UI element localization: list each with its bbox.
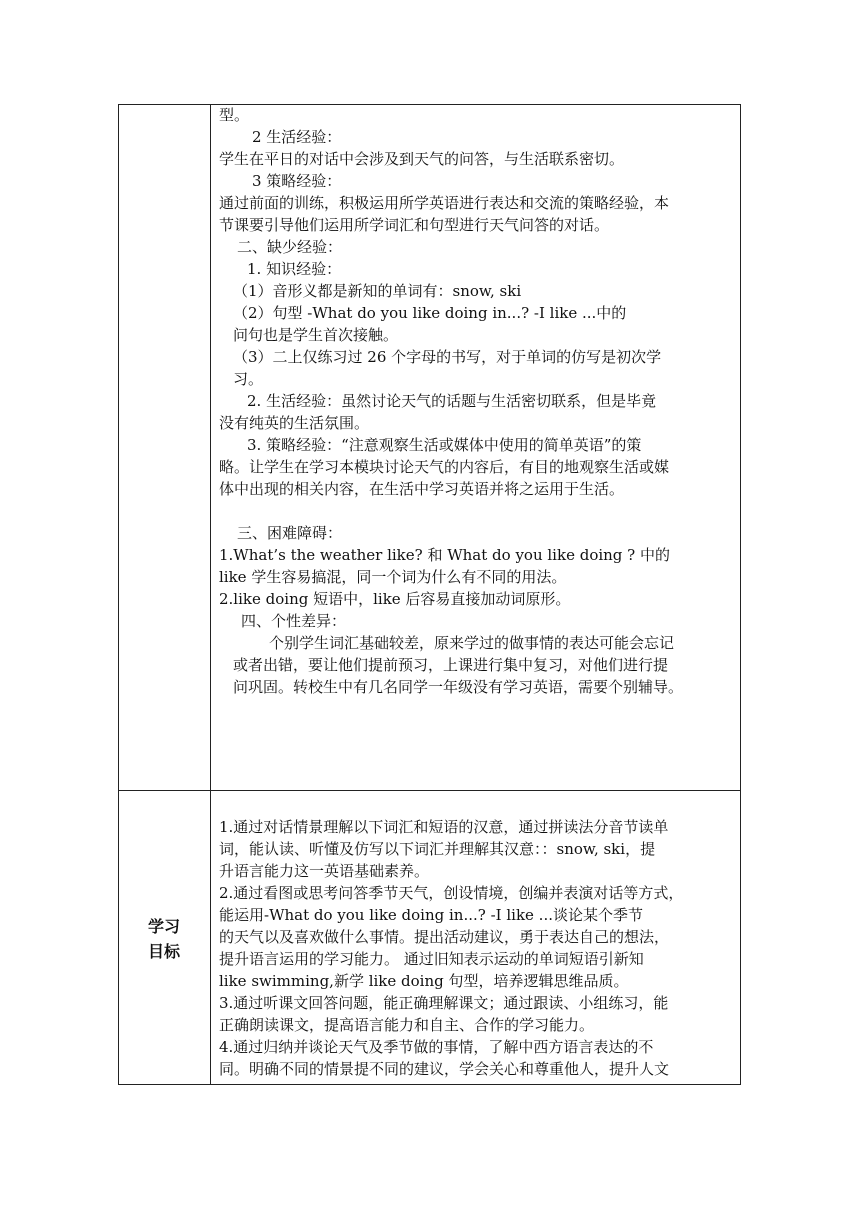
text-line: 二、缺少经验： [237, 238, 343, 256]
text-line: 2 生活经验： [252, 128, 342, 146]
text-line: 学生在平日的对话中会涉及到天气的问答，与生活联系密切。 [219, 150, 625, 168]
text-line: 词，能认读、听懂及仿写以下词汇并理解其汉意：：snow, ski，提 [219, 840, 656, 858]
text-line: 正确朗读课文，提高语言能力和自主、合作的学习能力。 [219, 1016, 595, 1034]
text-line: 2.通过看图或思考问答季节天气，创设情境，创编并表演对话等方式， [219, 884, 684, 902]
row-divider [118, 790, 741, 791]
text-line: 3. 策略经验：“注意观察生活或媒体中使用的简单英语”的策 [247, 436, 642, 454]
text-line: like 学生容易搞混，同一个词为什么有不同的用法。 [219, 568, 567, 586]
text-line: 没有纯英的生活氛围。 [219, 414, 370, 432]
text-line: 4.通过归纳并谈论天气及季节做的事情，了解中西方语言表达的不 [219, 1038, 654, 1056]
text-line: 能运用-What do you like doing in...? -I like ...谈论某个季节 [219, 906, 643, 924]
text-line: like swimming,新学 like doing 句型，培养逻辑思维品质。 [219, 972, 629, 990]
text-line: 2.like doing 短语中，like 后容易直接加动词原形。 [219, 590, 571, 608]
learning-analysis-cell [219, 104, 735, 698]
text-line: 提升语言运用的学习能力。 通过旧知表示运动的单词短语引新知 [219, 950, 644, 968]
text-line: 通过前面的训练，积极运用所学英语进行表达和交流的策略经验，本 [219, 194, 670, 212]
text-line: 同。明确不同的情景提不同的建议，学会关心和尊重他人，提升人文 [219, 1060, 670, 1078]
learning-goals-cell [219, 816, 735, 1080]
text-line: （2）句型 -What do you like doing in...? -I like ...中的 [233, 304, 627, 322]
text-line: 2. 生活经验：虽然讨论天气的话题与生活密切联系，但是毕竟 [247, 392, 657, 410]
text-line: 问句也是学生首次接触。 [233, 326, 399, 344]
column-divider [210, 104, 211, 1085]
text-line: 3 策略经验： [252, 172, 342, 190]
text-line: 略。让学生在学习本模块讨论天气的内容后，有目的地观察生活或媒 [219, 458, 670, 476]
text-line: （3）二上仅练习过 26 个字母的书写，对于单词的仿写是初次学 [233, 348, 662, 366]
text-line: 1.What’s the weather like? 和 What do you like doing ? 中的 [219, 546, 670, 564]
learning-goals-label [118, 914, 210, 964]
text-line: 升语言能力这一英语基础素养。 [219, 862, 430, 880]
text-line: 节课要引导他们运用所学词汇和句型进行天气问答的对话。 [219, 216, 610, 234]
text-line: 型。 [219, 106, 250, 124]
text-line: 体中出现的相关内容，在生活中学习英语并将之运用于生活。 [219, 480, 625, 498]
text-line: 的天气以及喜欢做什么事情。提出活动建议，勇于表达自己的想法， [219, 928, 670, 946]
text-line: 或者出错，要让他们提前预习，上课进行集中复习，对他们进行提 [233, 656, 669, 674]
text-line: 3.通过听课文回答问题，能正确理解课文；通过跟读、小组练习，能 [219, 994, 669, 1012]
label-line: 学习 [147, 917, 180, 936]
text-line: 四、个性差异： [241, 612, 347, 630]
text-line: 1.通过对话情景理解以下词汇和短语的汉意，通过拼读法分音节读单 [219, 818, 669, 836]
text-line: 三、困难障碍： [237, 524, 343, 542]
text-line: 习。 [233, 370, 264, 388]
text-line: 个别学生词汇基础较差，原来学过的做事情的表达可能会忘记 [269, 634, 675, 652]
label-line: 目标 [147, 942, 180, 961]
text-line: 1. 知识经验： [247, 260, 342, 278]
text-line: （1）音形义都是新知的单词有：snow, ski [233, 282, 522, 300]
text-line: 问巩固。转校生中有几名同学一年级没有学习英语，需要个别辅导。 [233, 678, 684, 696]
